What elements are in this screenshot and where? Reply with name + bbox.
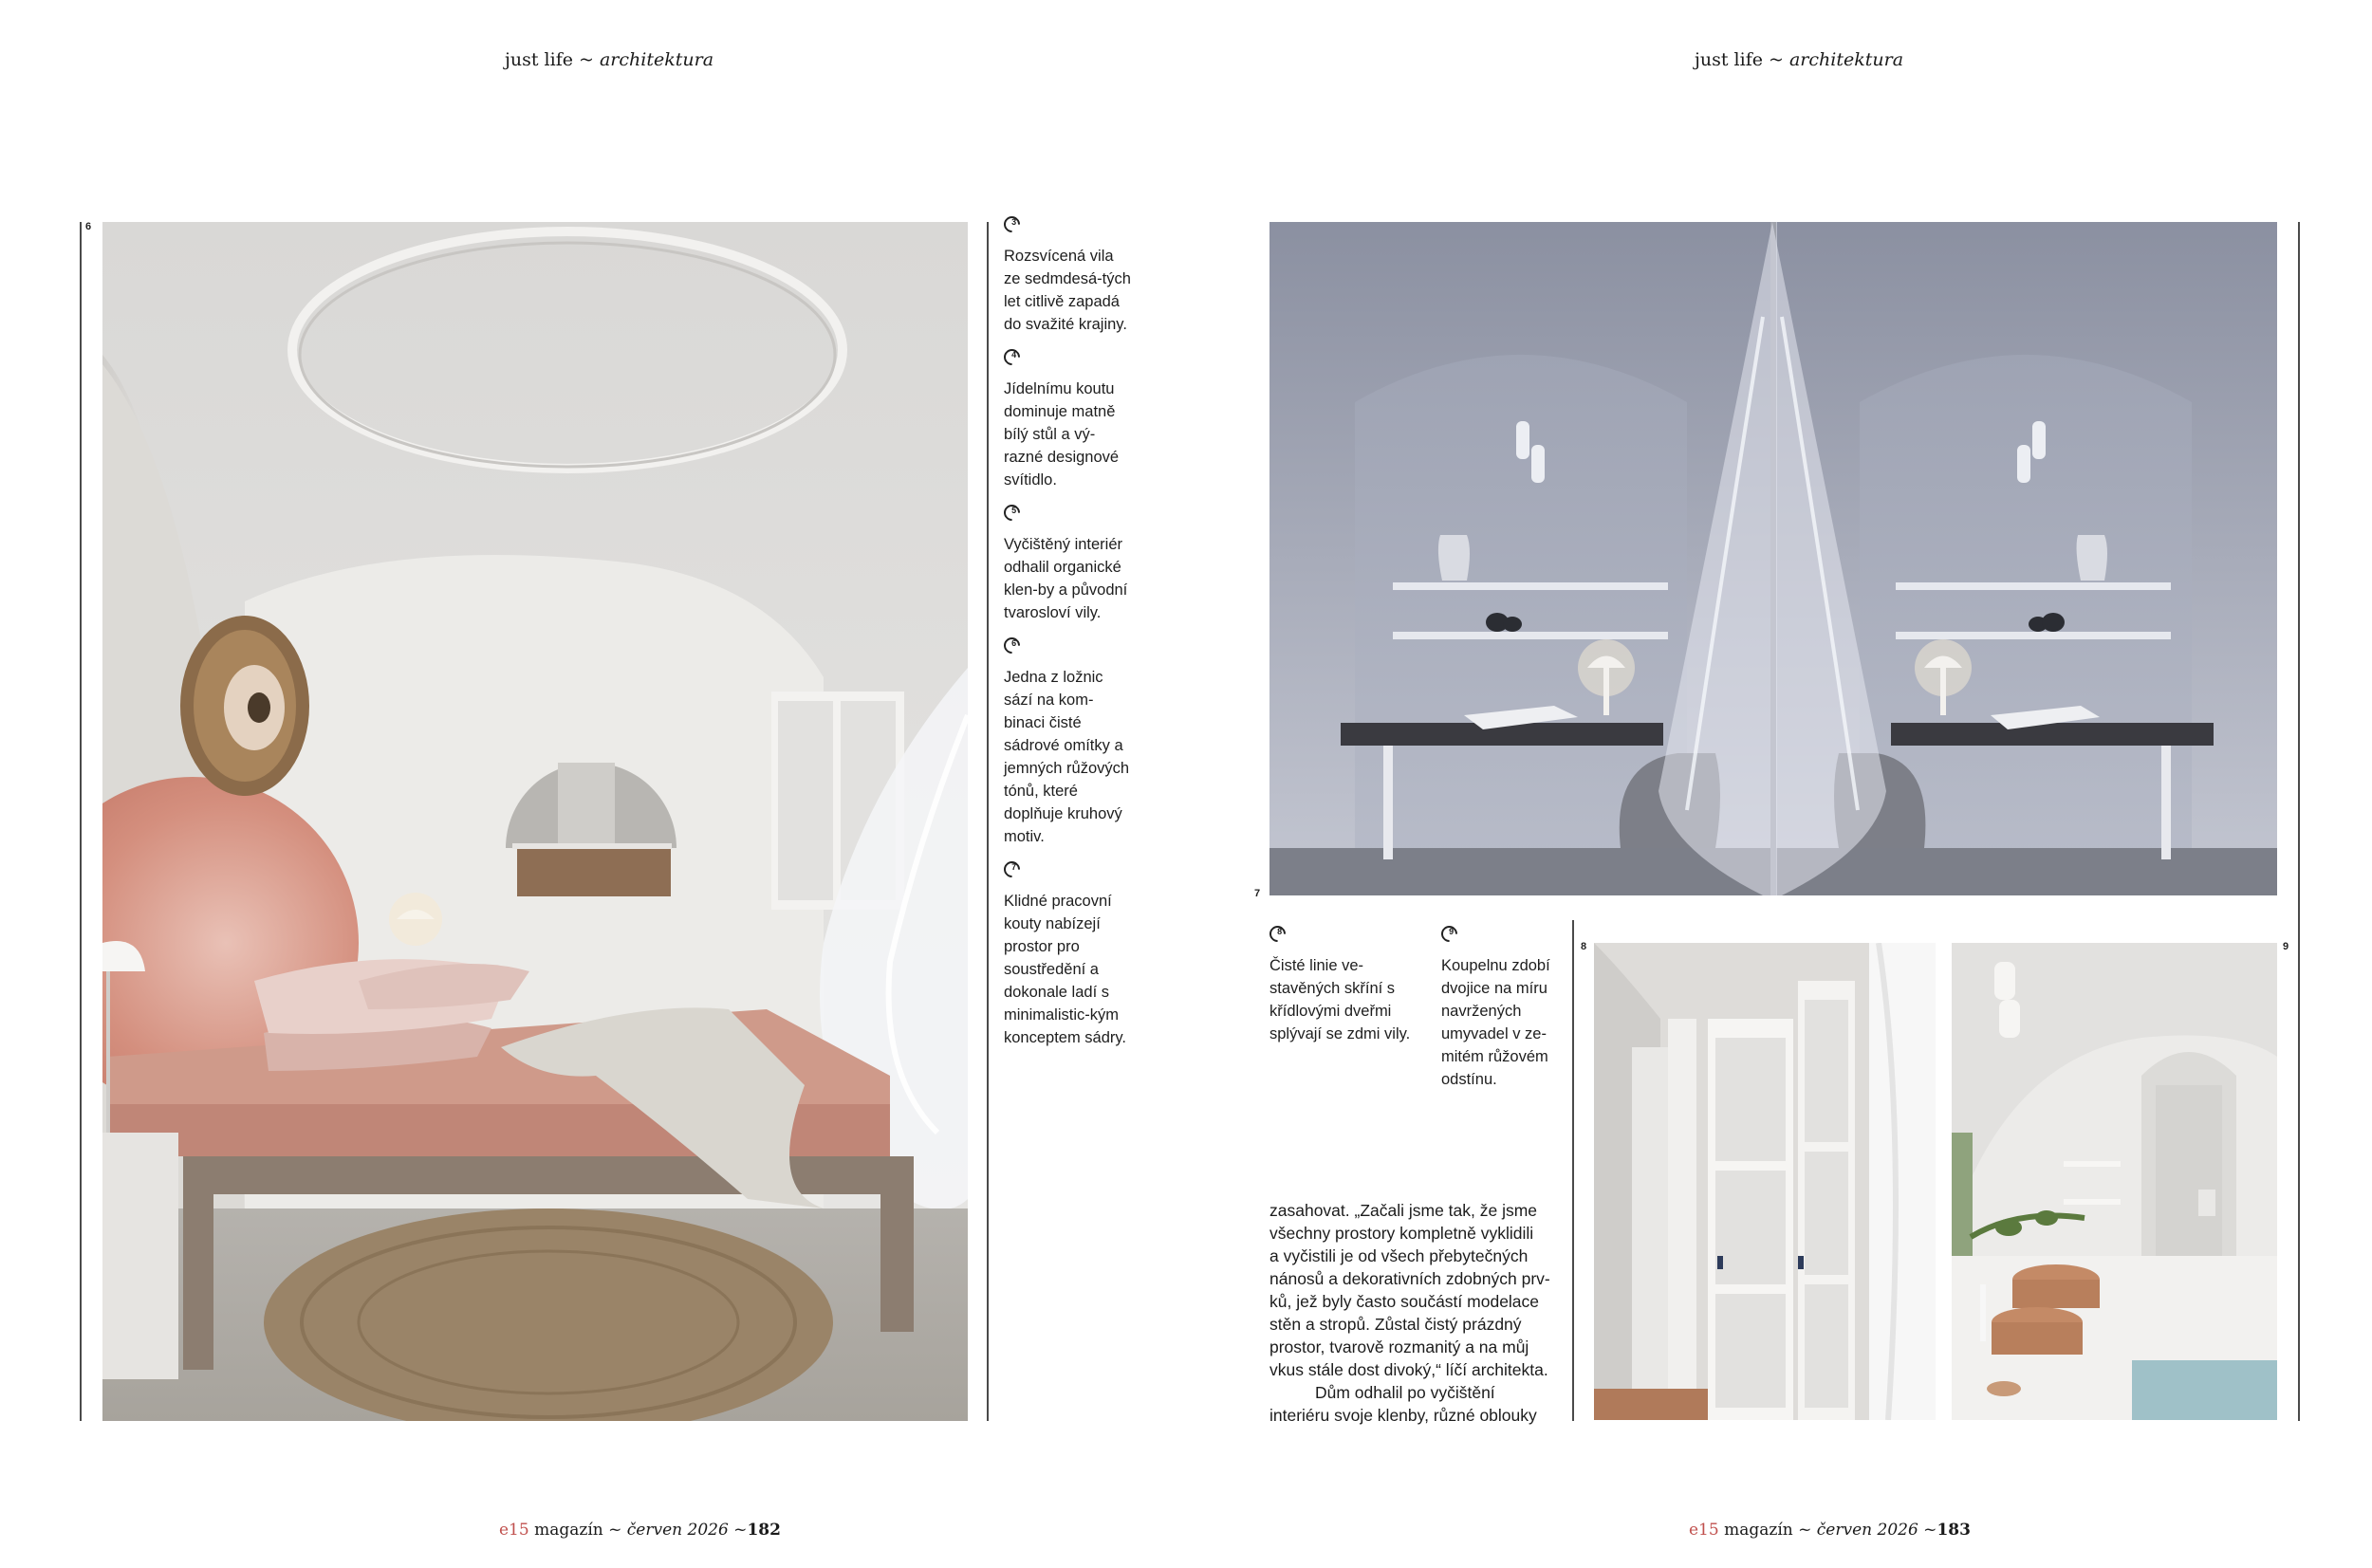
left-footer <box>499 1521 781 1540</box>
header-section: architektura <box>1788 49 1904 70</box>
body-line: Dům odhalil po vyčištění <box>1315 1383 1495 1402</box>
caption-marker-8: 8 <box>1266 922 1288 945</box>
footer-sep: ~ <box>1918 1521 1937 1540</box>
workspace-photo <box>1269 222 2277 895</box>
page-number-right: 183 <box>1937 1521 1971 1540</box>
body-line: všechny prostory kompletně vyklidili <box>1269 1224 1534 1243</box>
caption-marker-7: 7 <box>1000 858 1023 880</box>
caption-8 <box>1269 926 1421 1045</box>
left-margin-rule <box>80 222 82 1421</box>
right-footer <box>1689 1521 1971 1540</box>
caption-3 <box>1004 216 1132 336</box>
footer-issue: červen 2026 <box>1816 1521 1918 1540</box>
body-line: ků, jež byly často součástí modelace <box>1269 1292 1540 1311</box>
caption-4-text: Jídelnímu koutu dominuje matně bílý stůl a vý-razné designové svítidlo. <box>1004 380 1120 489</box>
header-section: architektura <box>599 49 714 70</box>
body-line: vkus stále dost divoký,“ líčí architekta. <box>1269 1360 1548 1379</box>
caption-marker-6: 6 <box>1000 634 1023 656</box>
caption-4 <box>1004 349 1132 491</box>
caption-8-text: Čisté linie ve-stavěných skříní s křídlovými dveřmi splývají se zdmi vily. <box>1269 957 1411 1042</box>
caption-marker-3: 3 <box>1000 212 1023 235</box>
body-line: prostor, tvarově rozmanitý a na můj <box>1269 1337 1529 1356</box>
photo-marker-9: 9 <box>2283 941 2289 952</box>
wardrobe-photo <box>1594 943 1936 1420</box>
caption-marker-5: 5 <box>1000 501 1023 524</box>
body-line: nánosů a dekorativních zdobných prv- <box>1269 1269 1550 1288</box>
caption-9-text: Koupelnu zdobí dvojice na míru navržených umyvadel v ze-mitém růžovém odstínu. <box>1441 957 1550 1088</box>
wardrobe-illustration <box>1594 943 1936 1420</box>
caption-3-text: Rozsvícená vila ze sedmdesá-tých let citlivě zapadá do svažité krajiny. <box>1004 248 1131 333</box>
left-running-header <box>505 49 713 70</box>
photo-marker-6: 6 <box>85 221 92 232</box>
bedroom-photo <box>102 222 968 1421</box>
caption-5 <box>1004 505 1132 624</box>
caption-column-left <box>1004 216 1132 1049</box>
header-brand: just life <box>1695 49 1763 70</box>
body-line: interiéru svoje klenby, různé oblouky <box>1269 1406 1537 1425</box>
footer-brand: e15 <box>499 1521 529 1540</box>
header-brand: just life <box>505 49 573 70</box>
caption-6-text: Jedna z ložnic sází na kom-binaci čisté sádrové omítky a jemných růžových tónů, které doplňuje kruhový motiv. <box>1004 669 1130 845</box>
photo-marker-8: 8 <box>1581 941 1587 952</box>
footer-magazine: magazín ~ <box>528 1521 627 1540</box>
caption-marker-4: 4 <box>1000 345 1023 368</box>
body-line: a vyčistili je od všech přebytečných <box>1269 1246 1529 1265</box>
bathroom-illustration <box>1952 943 2277 1420</box>
caption-6 <box>1004 637 1132 848</box>
article-body <box>1269 1199 1559 1427</box>
bathroom-photo <box>1952 943 2277 1420</box>
footer-brand: e15 <box>1689 1521 1719 1540</box>
caption-7-text: Klidné pracovní kouty nabízejí prostor pro soustředění a dokonale ladí s minimalistic-kým konceptem sádry. <box>1004 893 1127 1046</box>
header-sep: ~ <box>1762 49 1789 70</box>
photo-marker-7: 7 <box>1254 888 1261 899</box>
caption-7 <box>1004 861 1132 1049</box>
caption-9 <box>1441 926 1555 1091</box>
right-running-header <box>1695 49 1903 70</box>
body-line: stěn a stropů. Zůstal čistý prázdný <box>1269 1315 1522 1334</box>
caption-column-rule <box>987 222 989 1421</box>
footer-issue: červen 2026 <box>626 1521 729 1540</box>
footer-magazine: magazín ~ <box>1718 1521 1817 1540</box>
bedroom-illustration <box>102 222 968 1421</box>
workspace-illustration <box>1269 222 2277 895</box>
footer-sep: ~ <box>728 1521 748 1540</box>
right-margin-rule <box>2298 222 2300 1421</box>
body-line: zasahovat. „Začali jsme tak, že jsme <box>1269 1201 1538 1220</box>
page-number-left: 182 <box>747 1521 781 1540</box>
right-inner-rule <box>1572 920 1574 1421</box>
header-sep: ~ <box>572 49 600 70</box>
caption-marker-9: 9 <box>1437 922 1460 945</box>
caption-5-text: Vyčištěný interiér odhalil organické klen-by a původní tvarosloví vily. <box>1004 536 1128 621</box>
